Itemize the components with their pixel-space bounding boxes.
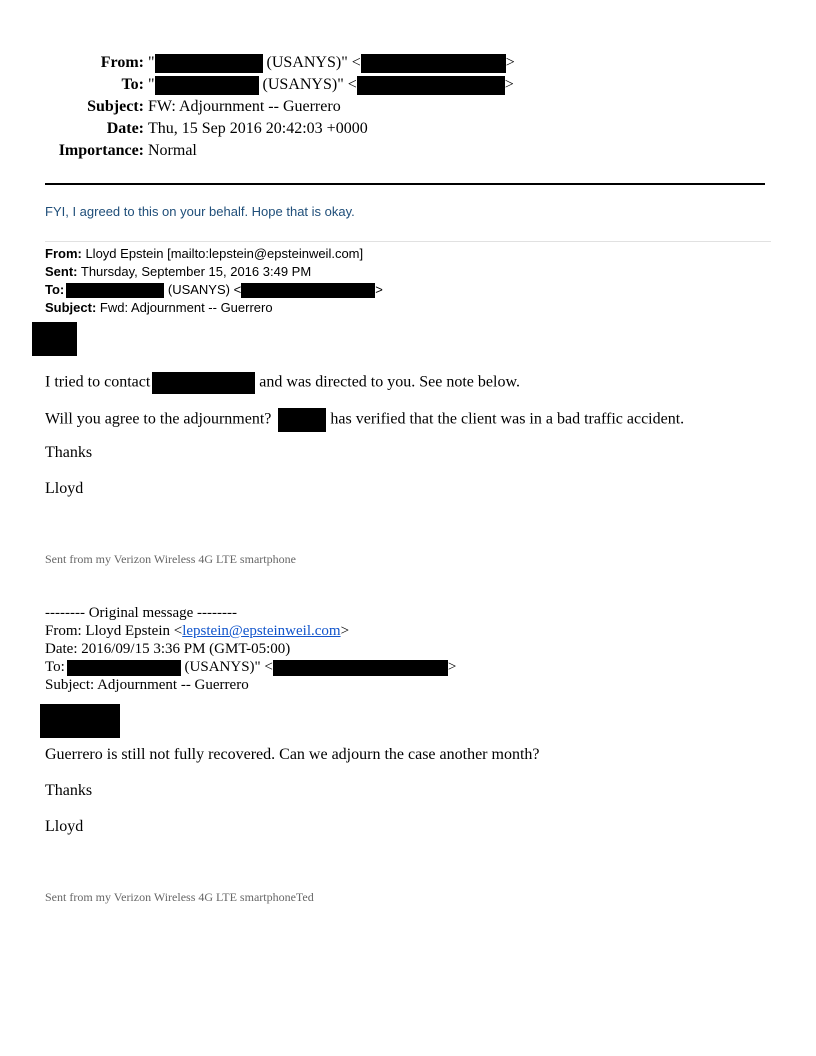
header-from-label: From:	[100, 54, 144, 71]
redaction-block	[32, 322, 77, 356]
message1-thanks: Thanks	[45, 444, 93, 461]
original-divider: -------- Original message --------	[45, 605, 237, 621]
message1-signature: Sent from my Verizon Wireless 4G LTE smartphone	[45, 552, 296, 566]
forwarded-sent-value: Thursday, September 15, 2016 3:49 PM	[77, 264, 312, 279]
header-divider	[45, 183, 765, 185]
redaction-block	[66, 283, 164, 298]
redaction-block	[278, 408, 326, 432]
original-to-row: To: (USANYS)" < >	[45, 659, 457, 675]
forwarded-to-label: To:	[45, 282, 65, 297]
redaction-block	[357, 76, 505, 95]
forward-divider	[45, 241, 771, 242]
forwarded-from-value: Lloyd Epstein [mailto:lepstein@epsteinweil.com]	[81, 246, 364, 261]
forwarded-to-row: To: (USANYS) < >	[45, 282, 383, 297]
original-email-link[interactable]: lepstein@epsteinweil.com	[182, 623, 341, 639]
original-from-row: From: Lloyd Epstein <lepstein@epsteinweil.com>	[45, 623, 350, 639]
redaction-block	[67, 660, 181, 676]
header-importance-label: Importance:	[58, 142, 144, 159]
header-subject-label: Subject:	[87, 98, 144, 115]
message1-line1: I tried to contact and was directed to you. See note below.	[45, 372, 520, 394]
header-date-label: Date:	[106, 120, 144, 137]
forwarded-subject-row	[45, 299, 273, 317]
forwarded-from-row	[45, 245, 363, 263]
redaction-block	[241, 283, 375, 298]
redaction-block	[155, 54, 263, 73]
forwarded-from-label: From:	[45, 246, 82, 261]
forwarded-subject-value: Fwd: Adjournment -- Guerrero	[96, 300, 273, 315]
header-importance-value: Normal	[148, 142, 197, 159]
message2-body: Guerrero is still not fully recovered. Can we adjourn the case another month?	[45, 746, 540, 763]
redaction-block	[152, 372, 255, 394]
message2-signoff: Lloyd	[45, 818, 84, 835]
message2-signature: Sent from my Verizon Wireless 4G LTE smartphoneTed	[45, 890, 314, 904]
forwarded-subject-label: Subject:	[45, 300, 97, 315]
header-subject-value: FW: Adjournment -- Guerrero	[148, 98, 341, 115]
forwarded-sent-label: Sent:	[45, 264, 78, 279]
message1-line2: Will you agree to the adjournment? has verified that the client was in a bad traffic accident.	[45, 408, 684, 432]
header-to-label: To:	[121, 76, 144, 93]
original-subject-row: Subject: Adjournment -- Guerrero	[45, 677, 249, 693]
message2-thanks: Thanks	[45, 782, 93, 799]
message1-signoff: Lloyd	[45, 480, 84, 497]
redaction-block	[361, 54, 506, 73]
original-date-row: Date: 2016/09/15 3:36 PM (GMT-05:00)	[45, 641, 291, 657]
redaction-block	[40, 704, 120, 738]
forwarded-sent-row	[45, 263, 311, 281]
redaction-block	[273, 660, 448, 676]
header-date-value: Thu, 15 Sep 2016 20:42:03 +0000	[148, 120, 368, 137]
redaction-block	[155, 76, 259, 95]
fyi-note: FYI, I agreed to this on your behalf. Hope that is okay.	[45, 204, 355, 219]
